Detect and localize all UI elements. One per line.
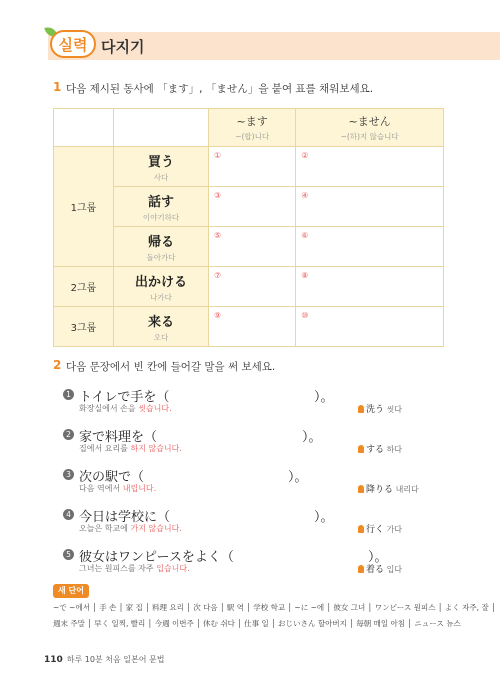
answer-cell[interactable] — [209, 267, 296, 307]
answer-number: ⑧ — [301, 271, 309, 280]
sentence-ko-highlight: 내립니다. — [122, 484, 157, 493]
hint-ko: 씻다 — [386, 405, 403, 414]
header-masu-sub: ~(합)니다 — [235, 132, 270, 141]
hint-jp: する — [366, 445, 385, 455]
answer-cell[interactable] — [296, 267, 444, 307]
verb-ko: 나가다 — [150, 292, 172, 302]
hint-jp: 着る — [366, 565, 385, 575]
answer-cell[interactable] — [296, 307, 444, 347]
answer-cell[interactable] — [209, 147, 296, 187]
sentence-ko-highlight: 가지 않습니다. — [130, 524, 182, 533]
verb-jp: 来る — [147, 314, 174, 330]
vocab-line-1: ~で ~에서 │ 手 손 │ 家 집 │ 料理 요리 │ 次 다음 │ 駅 역 │ 学校 학교 │ ~に ~에 │ 彼女 그녀 │ ワンピース 원피스 │ よく 자주, 잘 │ — [53, 603, 496, 612]
lightbulb-icon — [358, 485, 364, 493]
sentence-number: 5 — [63, 549, 74, 560]
page-number: 110 — [44, 655, 63, 665]
group-3-label: 3그룹 — [54, 307, 114, 347]
blank-close-paren: ）。 — [314, 390, 334, 405]
hint-ko: 하다 — [386, 445, 403, 454]
verb-cell — [114, 307, 209, 347]
sentence-ko — [79, 523, 182, 534]
answer-number: ⑤ — [214, 231, 222, 240]
hint-ko: 내리다 — [395, 485, 419, 494]
blank-close-paren: ）。 — [302, 430, 322, 445]
answer-number: ⑩ — [301, 311, 309, 320]
question-2-text: 다음 문장에서 빈 칸에 들어갈 말을 써 보세요. — [66, 361, 276, 373]
header-masu-label: ~ます — [236, 115, 268, 128]
hint — [358, 562, 402, 575]
answer-number: ① — [214, 151, 222, 160]
sentence-jp: 今日は学校に（ — [79, 510, 171, 525]
header-masen-sub: ~(하)지 않습니다 — [340, 132, 399, 141]
hint-jp: 降りる — [366, 485, 394, 495]
verb-jp: 話す — [147, 194, 174, 210]
hint — [358, 402, 402, 415]
vocab-line-2: 週末 주말 │ 早く 일찍, 빨리 │ 今週 이번주 │ 休む 쉬다 │ 仕事 일 │ おじいさん 할아버지 │ 毎朝 매일 아침 │ ニュース 뉴스 — [53, 619, 461, 628]
verb-ko: 돌아가다 — [146, 252, 176, 262]
answer-number: ⑦ — [214, 271, 222, 280]
sentence-jp: 彼女はワンピースをよく（ — [79, 550, 234, 565]
hint-jp: 行く — [366, 525, 385, 535]
hint — [358, 522, 402, 535]
sentence-ko — [79, 563, 190, 574]
blank-close-paren: ）。 — [368, 550, 388, 565]
verb-ko: 사다 — [153, 172, 169, 182]
header-masen-label: ~ません — [348, 115, 391, 128]
table-corner — [54, 109, 114, 147]
sentence-ko-highlight: 입습니다. — [156, 564, 190, 573]
question-1-text: 다음 제시된 동사에 「ます」, 「ません」을 붙여 표를 채워보세요. — [66, 83, 374, 95]
group-1-label: 1그룹 — [54, 147, 114, 267]
sentence-number: 2 — [63, 429, 74, 440]
sentence-ko-highlight: 하지 않습니다. — [130, 444, 182, 453]
sentence-ko-text: 집에서 요리를 — [79, 444, 131, 453]
group-2-label: 2그룹 — [54, 267, 114, 307]
header-masu — [209, 109, 296, 147]
answer-cell[interactable] — [209, 307, 296, 347]
section-badge: 실력 — [50, 30, 96, 58]
table-corner — [114, 109, 209, 147]
sentence-ko-highlight: 씻습니다. — [138, 404, 172, 413]
question-1-number: 1 — [53, 80, 62, 94]
hint-jp: 洗う — [366, 405, 385, 415]
sentence-ko — [79, 403, 172, 414]
sentence-ko-text: 다음 역에서 — [79, 484, 123, 493]
sentence-ko-text: 오늘은 학교에 — [79, 524, 131, 533]
conjugation-table — [53, 108, 444, 347]
hint-ko: 가다 — [386, 525, 403, 534]
page-footer — [44, 654, 164, 665]
answer-cell[interactable] — [296, 147, 444, 187]
answer-number: ⑥ — [301, 231, 309, 240]
lightbulb-icon — [358, 405, 364, 413]
sentence-ko-text: 그녀는 원피스를 자주 — [79, 564, 157, 573]
answer-cell[interactable] — [209, 187, 296, 227]
answer-number: ③ — [214, 191, 222, 200]
sentence-ko-text: 화장실에서 손을 — [79, 404, 139, 413]
verb-jp: 帰る — [147, 234, 174, 250]
sentence-number: 1 — [63, 389, 74, 400]
verb-jp: 買う — [147, 154, 174, 170]
lightbulb-icon — [358, 445, 364, 453]
sentence-jp: トイレで手を（ — [79, 390, 170, 405]
sentence-jp: 次の駅で（ — [79, 470, 145, 485]
sentence-number: 3 — [63, 469, 74, 480]
answer-number: ④ — [301, 191, 309, 200]
verb-cell — [114, 187, 209, 227]
hint-ko: 입다 — [386, 565, 403, 574]
hint — [358, 482, 419, 495]
answer-cell[interactable] — [296, 227, 444, 267]
verb-cell — [114, 227, 209, 267]
verb-cell — [114, 147, 209, 187]
sentence-jp: 家で料理を（ — [79, 430, 158, 445]
verb-jp: 出かける — [134, 274, 187, 290]
blank-close-paren: ）。 — [288, 470, 308, 485]
question-2-number: 2 — [53, 358, 62, 372]
blank-close-paren: ）。 — [314, 510, 334, 525]
verb-cell — [114, 267, 209, 307]
vocab-badge: 새 단어 — [53, 584, 89, 598]
hint — [358, 442, 402, 455]
book-title: 하루 10분 처음 일본어 문법 — [66, 655, 165, 664]
sentence-ko — [79, 443, 182, 454]
answer-cell[interactable] — [296, 187, 444, 227]
answer-number: ⑨ — [214, 311, 222, 320]
lightbulb-icon — [358, 565, 364, 573]
section-title: 다지기 — [101, 38, 145, 56]
answer-cell[interactable] — [209, 227, 296, 267]
answer-number: ② — [301, 151, 309, 160]
verb-ko: 오다 — [153, 332, 169, 342]
header-masen — [296, 109, 444, 147]
sentence-ko — [79, 483, 156, 494]
verb-ko: 이야기하다 — [142, 212, 180, 222]
sentence-number: 4 — [63, 509, 74, 520]
lightbulb-icon — [358, 525, 364, 533]
